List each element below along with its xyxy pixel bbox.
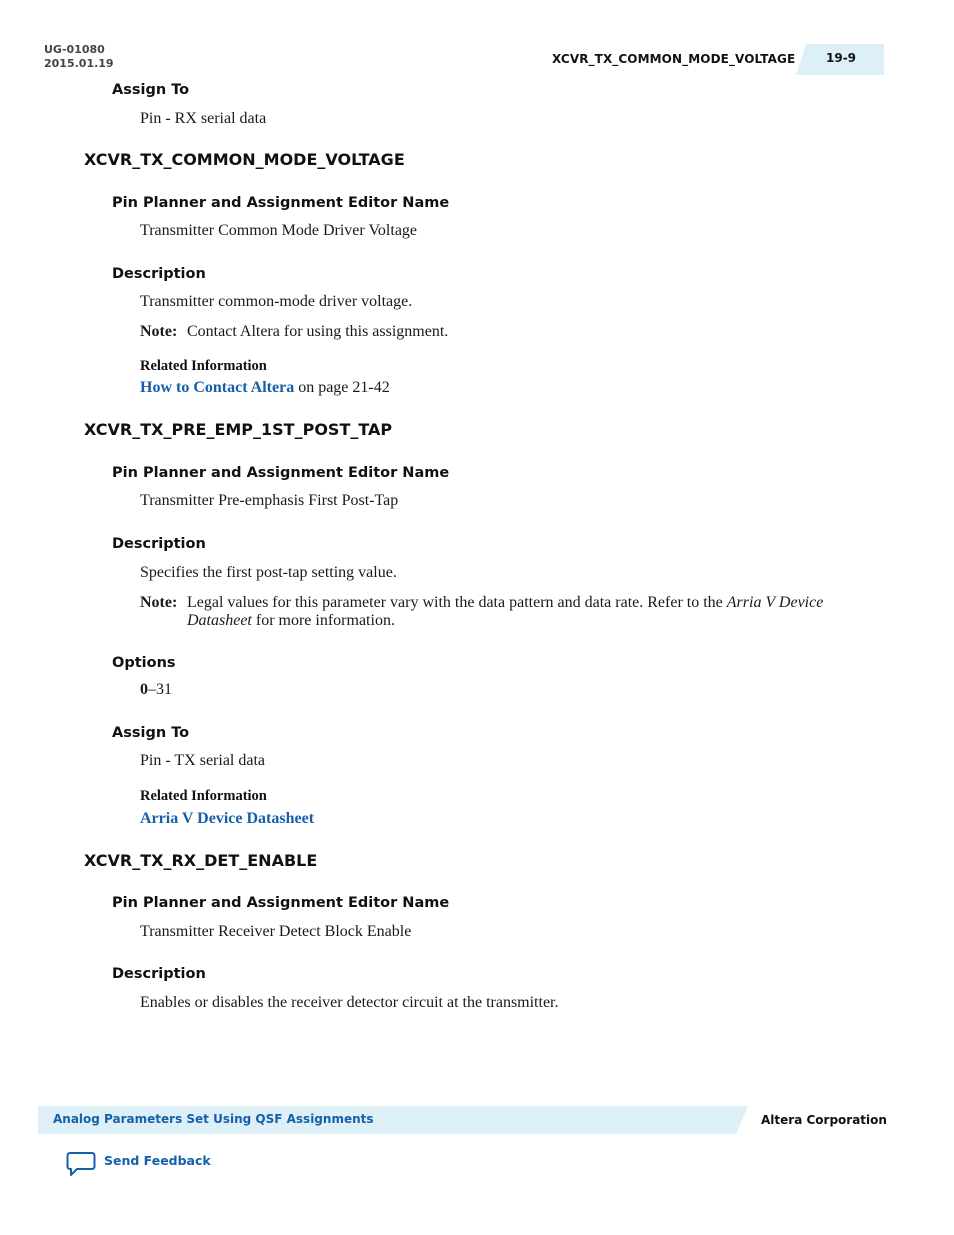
editor-name-heading: Pin Planner and Assignment Editor Name (112, 895, 450, 911)
speech-bubble-icon[interactable] (66, 1151, 96, 1177)
description-heading: Description (112, 966, 206, 982)
page-number: 19-9 (826, 51, 857, 65)
related-info-heading: Related Information (140, 358, 267, 374)
options-value (140, 681, 172, 699)
editor-name-value: Transmitter Common Mode Driver Voltage (140, 222, 418, 239)
editor-name-value: Transmitter Receiver Detect Block Enable (140, 923, 412, 940)
section-title-rx-det-enable: XCVR_TX_RX_DET_ENABLE (84, 851, 318, 870)
assign-to-value: Pin - TX serial data (140, 752, 266, 769)
options-range: –31 (148, 681, 172, 698)
doc-id: UG-01080 (44, 43, 105, 56)
description-heading: Description (112, 266, 206, 282)
options-min: 0 (140, 681, 148, 698)
description-value: Transmitter common-mode driver voltage. (140, 293, 413, 310)
note-text-start: Legal values for this parameter vary with the data pattern and data rate. Refer to the (187, 594, 727, 611)
footer-section-link[interactable]: Analog Parameters Set Using QSF Assignments (53, 1112, 374, 1126)
note-text (187, 594, 877, 630)
assign-to-heading: Assign To (112, 725, 190, 741)
related-info-line (140, 810, 314, 828)
section-title-common-mode-voltage: XCVR_TX_COMMON_MODE_VOLTAGE (84, 150, 405, 169)
note-text: Contact Altera for using this assignment. (187, 323, 449, 340)
options-heading: Options (112, 655, 176, 671)
header-section-title: XCVR_TX_COMMON_MODE_VOLTAGE (552, 52, 796, 66)
how-to-contact-altera-link[interactable]: How to Contact Altera (140, 379, 295, 396)
description-value: Enables or disables the receiver detector circuit at the transmitter. (140, 994, 559, 1011)
editor-name-value: Transmitter Pre-emphasis First Post-Tap (140, 492, 399, 509)
editor-name-heading: Pin Planner and Assignment Editor Name (112, 465, 450, 481)
doc-date: 2015.01.19 (44, 57, 114, 70)
note (140, 594, 880, 630)
section-title-pre-emp-1st-post-tap: XCVR_TX_PRE_EMP_1ST_POST_TAP (84, 420, 393, 439)
note-label: Note: (140, 594, 178, 611)
assign-to-value: Pin - RX serial data (140, 110, 267, 127)
editor-name-heading: Pin Planner and Assignment Editor Name (112, 195, 450, 211)
assign-to-heading: Assign To (112, 82, 190, 98)
doc-id-block (44, 43, 114, 71)
description-value: Specifies the first post-tap setting value. (140, 564, 397, 581)
send-feedback-link[interactable]: Send Feedback (104, 1153, 211, 1168)
description-heading: Description (112, 536, 206, 552)
related-info-page-ref: on page 21-42 (294, 379, 390, 396)
related-info-heading: Related Information (140, 788, 267, 804)
note-text-end: for more information. (251, 612, 395, 629)
footer-company: Altera Corporation (761, 1113, 887, 1127)
related-info-line (140, 379, 390, 397)
note-label: Note: (140, 323, 178, 340)
note (140, 323, 880, 341)
arria-v-datasheet-link[interactable]: Arria V Device Datasheet (140, 810, 315, 827)
datasheet-title: Arria V Device Datasheet (187, 594, 824, 629)
